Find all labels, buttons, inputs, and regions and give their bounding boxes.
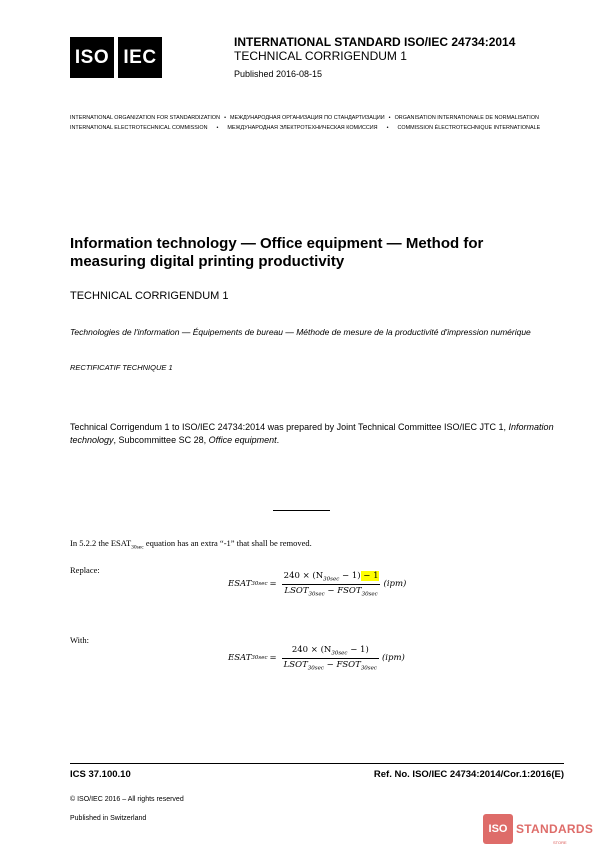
org-iso-ru: МЕЖДУНАРОДНАЯ ОРГАНИЗАЦИЯ ПО СТАНДАРТИЗАЦИИ (229, 115, 385, 121)
replace-label: Replace: (70, 565, 100, 575)
eq-den-sub-a: 30sec (308, 591, 325, 598)
eq-lhs: ESAT (228, 653, 252, 664)
note-suffix: equation has an extra “-1” that shall be removed. (143, 538, 312, 548)
watermark-iso-logo: ISO (483, 814, 513, 844)
equation-incorrect: ESAT 30sec = $\frac{240 \times (N_{30sec} - 1) - 1}{LSOT_{30sec} - FSOT_{30sec}}$ (ipm) (228, 571, 407, 598)
subcommittee-name: Office equipment (208, 434, 277, 445)
eq-num-a: 240 × (N (291, 645, 332, 655)
highlighted-extra-term: − 1 (360, 571, 379, 581)
corrigendum-heading: TECHNICAL CORRIGENDUM 1 (70, 290, 229, 302)
watermark-text: STANDARDS (516, 822, 594, 836)
separator: • (224, 115, 226, 121)
footer-rule (70, 763, 564, 764)
org-iec-fr: COMMISSION ÉLECTROTECHNIQUE INTERNATIONALE (397, 125, 541, 131)
french-rectificatif: RECTIFICATIF TECHNIQUE 1 (70, 363, 173, 372)
equation-corrected: ESAT 30sec = $\frac{240 \times (N_{30sec} - 1)}{LSOT_{30sec} - FSOT_{30sec}}$ (ipm) (228, 645, 405, 672)
standard-title: INTERNATIONAL STANDARD ISO/IEC 24734:2014 (234, 35, 516, 49)
org-line-2 (70, 125, 540, 131)
eq-num-sub: 30sec (323, 576, 340, 583)
reference-number: Ref. No. ISO/IEC 24734:2014/Cor.1:2016(E) (373, 769, 564, 780)
eq-unit: (ipm) (383, 579, 407, 590)
iec-logo: IEC (118, 37, 162, 78)
corrigendum-label: TECHNICAL CORRIGENDUM 1 (234, 49, 407, 63)
eq-num-b: − 1) (347, 645, 369, 655)
french-title: Technologies de l'information — Équipements de bureau — Méthode de mesure de la productivité d'impression numérique (70, 327, 531, 337)
org-iso-en: INTERNATIONAL ORGANIZATION FOR STANDARDIZATION (70, 115, 221, 121)
copyright: © ISO/IEC 2016 – All rights reserved (70, 796, 184, 803)
eq-den-sub-b: 30sec (361, 591, 378, 598)
separator: • (386, 125, 389, 131)
watermark-store-text: STORE (553, 840, 567, 845)
eq-den-sub-a: 30sec (307, 665, 324, 672)
eq-unit: (ipm) (381, 653, 405, 664)
foreword-text-3: . (276, 434, 280, 445)
eq-num-b: − 1) (339, 571, 361, 581)
published-in: Published in Switzerland (70, 815, 147, 822)
note-subscript: 30sec (131, 544, 144, 551)
foreword-paragraph (70, 421, 565, 446)
divider (273, 510, 330, 511)
document-title: Information technology — Office equipment — Method for measuring digital printing productivity (70, 235, 484, 270)
eq-num-a: 240 × (N (283, 571, 324, 581)
iso-logo: ISO (70, 37, 114, 78)
eq-den-sub-b: 30sec (360, 665, 377, 672)
correction-note (70, 538, 312, 551)
separator: • (216, 125, 219, 131)
org-line-1 (70, 115, 539, 121)
org-iso-fr: ORGANISATION INTERNATIONALE DE NORMALISATION (394, 115, 539, 121)
eq-num-sub: 30sec (331, 650, 348, 657)
eq-den-a: LSOT (284, 585, 309, 596)
eq-den-b: − FSOT (323, 659, 361, 670)
eq-den-b: − FSOT (324, 585, 362, 596)
with-label: With: (70, 635, 90, 645)
foreword-text-2: , Subcommittee SC 28, (113, 434, 209, 445)
org-iec-ru: МЕЖДУНАРОДНАЯ ЭЛЕКТРОТЕХНИЧЕСКАЯ КОМИССИЯ (227, 125, 378, 131)
separator: • (388, 115, 391, 121)
note-prefix: In 5.2.2 the ESAT (70, 538, 132, 548)
eq-lhs: ESAT (228, 579, 252, 590)
eq-lhs-sub: 30sec (251, 581, 268, 588)
org-iec-en: INTERNATIONAL ELECTROTECHNICAL COMMISSION (70, 125, 208, 131)
published-date: Published 2016-08-15 (234, 69, 323, 79)
eq-den-a: LSOT (283, 659, 308, 670)
eq-lhs-sub: 30sec (251, 655, 268, 662)
committee-name: Information technology (70, 422, 554, 445)
foreword-text-1: Technical Corrigendum 1 to ISO/IEC 24734:2014 was prepared by Joint Technical Committee ISO/IEC JTC 1, (70, 422, 509, 432)
iso-standards-store-watermark (483, 814, 593, 844)
ics-code: ICS 37.100.10 (70, 769, 131, 780)
